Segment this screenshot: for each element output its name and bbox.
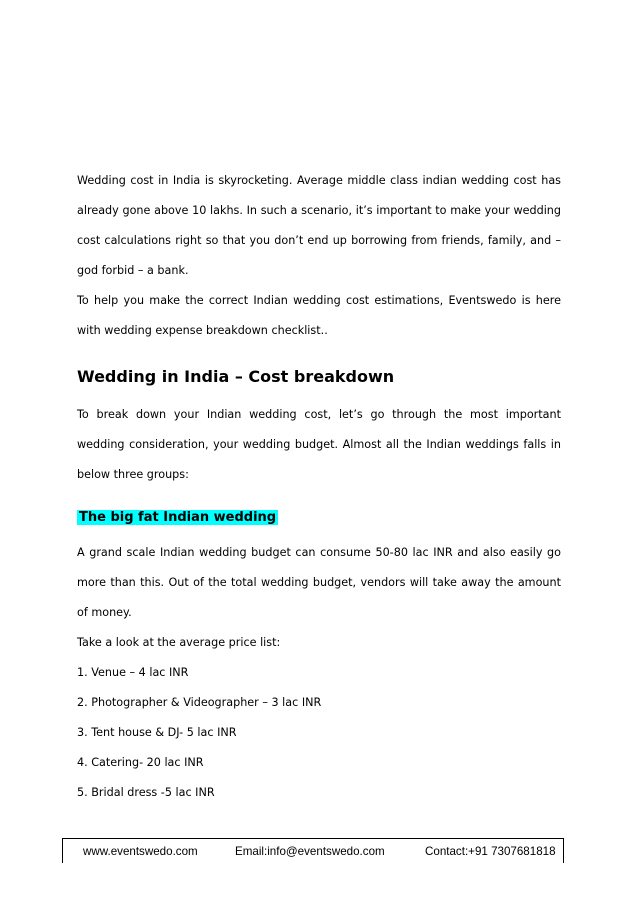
document-body bbox=[77, 166, 561, 808]
list-item: 2. Photographer & Videographer – 3 lac INR bbox=[77, 696, 322, 709]
highlighted-heading-text: The big fat Indian wedding bbox=[79, 510, 277, 525]
footer-website: www.eventswedo.com bbox=[83, 845, 198, 858]
heading-cost-breakdown: Wedding in India – Cost breakdown bbox=[77, 367, 395, 386]
footer-contact: Contact:+91 7307681818 bbox=[425, 845, 556, 858]
list-item: 5. Bridal dress -5 lac INR bbox=[77, 786, 215, 799]
list-item: 4. Catering- 20 lac INR bbox=[77, 756, 204, 769]
price-list-intro: Take a look at the average price list: bbox=[77, 636, 281, 649]
footer-email: Email:info@eventswedo.com bbox=[235, 845, 385, 858]
intro-paragraph: Wedding cost in India is skyrocketing. Average middle class indian wedding cost has already gone above 10 lakhs. In such a scenario, it’s important to make your wedding cost calculations right so that you don’t end up borrowing from friends, family, and – god forbid – a bank. bbox=[77, 174, 561, 277]
intro-paragraph-2: To help you make the correct Indian wedding cost estimations, Eventswedo is here with wedding expense breakdown checklist.. bbox=[77, 294, 561, 337]
list-item: 1. Venue – 4 lac INR bbox=[77, 666, 189, 679]
heading-big-fat-wedding bbox=[77, 508, 561, 528]
page-footer bbox=[62, 838, 564, 863]
breakdown-paragraph: To break down your Indian wedding cost, let’s go through the most important wedding consideration, your wedding budget. Almost all the Indian weddings falls in below three groups: bbox=[77, 408, 561, 481]
list-item: 3. Tent house & DJ- 5 lac INR bbox=[77, 726, 237, 739]
price-list bbox=[77, 658, 561, 808]
big-fat-paragraph: A grand scale Indian wedding budget can consume 50-80 lac INR and also easily go more than this. Out of the total wedding budget, vendors will take away the amount of money. bbox=[77, 546, 561, 619]
